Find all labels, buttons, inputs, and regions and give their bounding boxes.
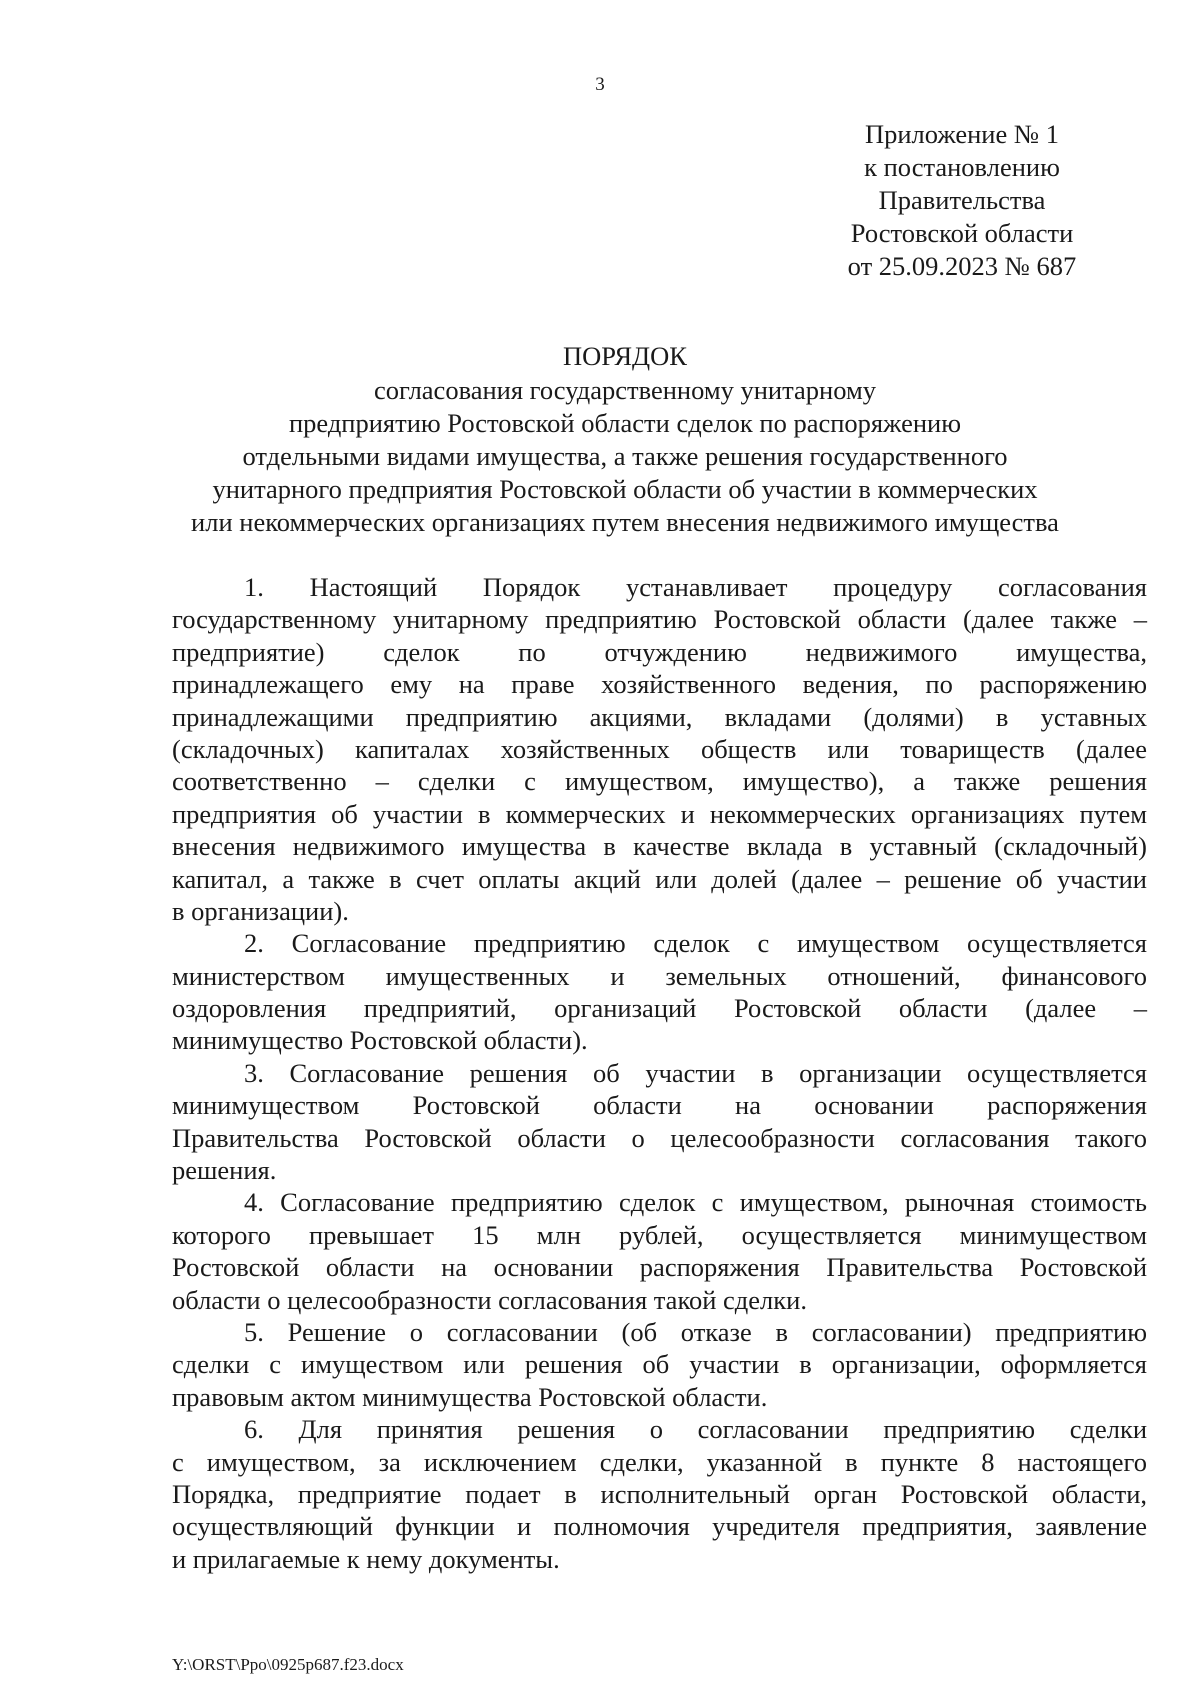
paragraph-line: оздоровления предприятий, организаций Ростовской области (далее – [172, 993, 1147, 1024]
paragraph-line: 2. Согласование предприятию сделок с имуществом осуществляется [244, 928, 1147, 959]
appendix-line: от 25.09.2023 № 687 [847, 251, 1077, 281]
paragraph-line: предприятие) сделок по отчуждению недвижимого имущества, [172, 636, 1147, 667]
paragraph-line: капитал, а также в счет оплаты акций или долей (далее – решение об участии [172, 863, 1147, 894]
paragraph-line: в организации). [172, 895, 349, 926]
paragraph-line: принадлежащими предприятию акциями, вкладами (долями) в уставных [172, 701, 1147, 732]
document-body [172, 571, 1147, 1575]
title-subtitle-line: или некоммерческих организациях путем внесения недвижимого имущества [191, 507, 1059, 537]
paragraph-line: области о целесообразности согласования такой сделки. [172, 1284, 807, 1315]
paragraph-line: Ростовской области на основании распоряжения Правительства Ростовской [172, 1252, 1147, 1283]
paragraph-line: которого превышает 15 млн рублей, осуществляется минимуществом [172, 1219, 1147, 1250]
paragraph-line: минимуществом Ростовской области на основании распоряжения [172, 1090, 1147, 1121]
paragraph-line: предприятия об участии в коммерческих и некоммерческих организациях путем [172, 798, 1147, 829]
paragraph-line: 4. Согласование предприятию сделок с имуществом, рыночная стоимость [244, 1187, 1147, 1218]
paragraph-line: министерством имущественных и земельных отношений, финансового [172, 960, 1147, 991]
file-path-footer: Y:\ORST\Ppo\0925p687.f23.docx [172, 1655, 404, 1674]
paragraph-line: соответственно – сделки с имуществом, имущество), а также решения [172, 766, 1147, 797]
paragraph-6 [172, 1413, 1147, 1575]
appendix-header [792, 118, 1132, 283]
paragraph-2 [172, 927, 1147, 1057]
paragraph-5 [172, 1316, 1147, 1413]
appendix-line: к постановлению [864, 152, 1060, 182]
title-subtitle-line: унитарного предприятия Ростовской области об участии в коммерческих [212, 474, 1038, 504]
paragraph-line: (складочных) капиталах хозяйственных обществ или товариществ (далее [172, 733, 1147, 764]
appendix-line: Правительства [878, 185, 1046, 215]
paragraph-3 [172, 1057, 1147, 1187]
paragraph-4 [172, 1186, 1147, 1316]
paragraph-line: 6. Для принятия решения о согласовании предприятию сделки [244, 1414, 1147, 1445]
paragraph-line: осуществляющий функции и полномочия учредителя предприятия, заявление [172, 1511, 1147, 1542]
paragraph-line: и прилагаемые к нему документы. [172, 1543, 560, 1574]
paragraph-line: государственному унитарному предприятию Ростовской области (далее также – [172, 604, 1147, 635]
paragraph-line: 1. Настоящий Порядок устанавливает процедуру согласования [244, 572, 1147, 602]
paragraph-line: 5. Решение о согласовании (об отказе в согласовании) предприятию [244, 1316, 1147, 1347]
appendix-line: Приложение № 1 [864, 119, 1059, 149]
paragraph-line: Правительства Ростовской области о целесообразности согласования такого [172, 1122, 1147, 1153]
paragraph-line: минимущество Ростовской области). [172, 1025, 588, 1056]
paragraph-line: сделки с имуществом или решения об участии в организации, оформляется [172, 1349, 1147, 1380]
title-subtitle-line: отдельными видами имущества, а также решения государственного [242, 441, 1008, 471]
document-title [150, 340, 1100, 539]
appendix-line: Ростовской области [850, 218, 1074, 248]
page-number: 3 [595, 74, 605, 95]
paragraph-line: правовым актом минимущества Ростовской области. [172, 1381, 768, 1412]
paragraph-line: внесения недвижимого имущества в качестве вклада в уставный (складочный) [172, 831, 1147, 862]
title-heading: ПОРЯДОК [563, 341, 687, 371]
paragraph-line: принадлежащего ему на праве хозяйственного ведения, по распоряжению [172, 669, 1147, 700]
paragraph-line: решения. [172, 1155, 277, 1186]
paragraph-1 [172, 571, 1147, 927]
paragraph-line: 3. Согласование решения об участии в организации осуществляется [244, 1057, 1147, 1088]
paragraph-line: Порядка, предприятие подает в исполнительный орган Ростовской области, [172, 1478, 1147, 1509]
title-subtitle-line: согласования государственному унитарному [374, 375, 876, 405]
title-subtitle-line: предприятию Ростовской области сделок по распоряжению [288, 408, 962, 438]
paragraph-line: с имуществом, за исключением сделки, указанной в пункте 8 настоящего [172, 1446, 1147, 1477]
